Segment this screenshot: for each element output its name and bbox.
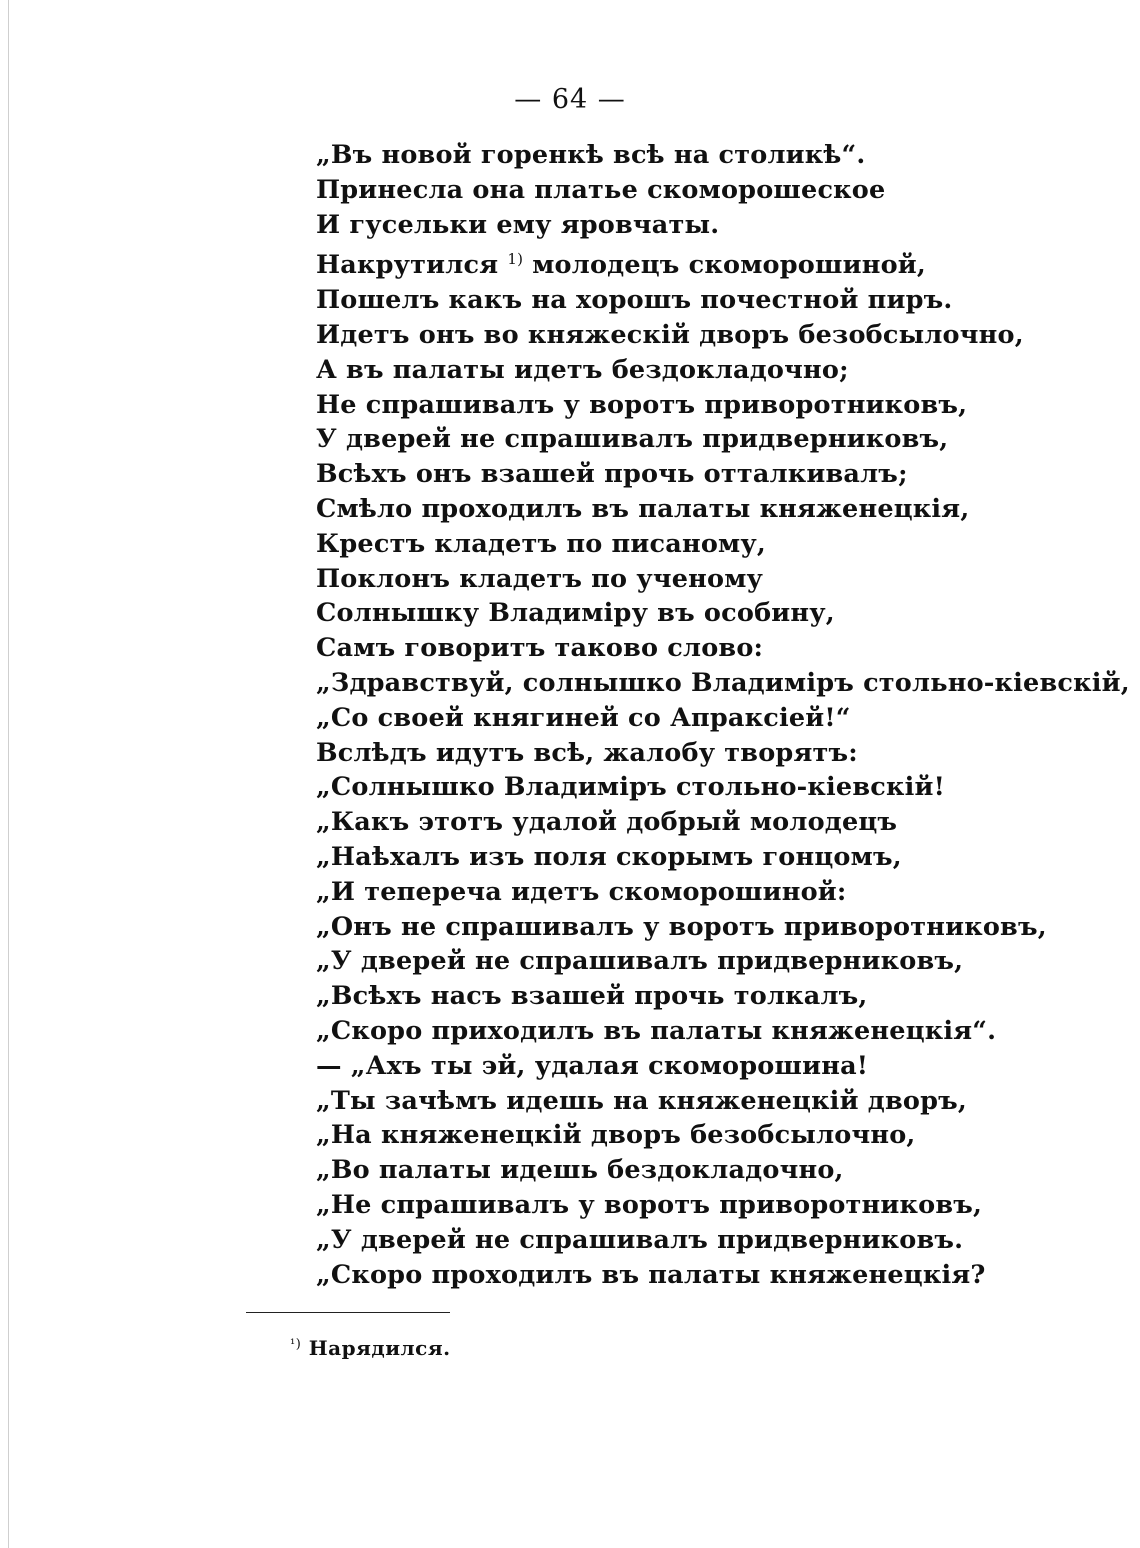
poem-line: „Въ новой горенкѣ всѣ на столикѣ“. bbox=[316, 140, 866, 170]
poem-line: „Ты зачѣмъ идешь на княженецкій дворъ, bbox=[316, 1085, 967, 1116]
poem-line: „Солнышко Владиміръ стольно-кіевскій! bbox=[316, 772, 946, 803]
poem-line: И гусельки ему яровчаты. bbox=[316, 209, 720, 240]
poem-line: „Онъ не спрашивалъ у воротъ приворотниковъ, bbox=[316, 911, 1047, 942]
poem-line: Пошелъ какъ на хорошъ почестной пиръ. bbox=[316, 285, 953, 316]
poem-line: „Здравствуй, солнышко Владиміръ стольно-кіевскій, bbox=[316, 667, 1130, 698]
footnote bbox=[290, 1336, 451, 1360]
poem-line: А въ палаты идетъ бездокладочно; bbox=[316, 354, 849, 385]
poem-line: „Всѣхъ насъ взашей прочь толкалъ, bbox=[316, 981, 868, 1012]
poem-line: „Не спрашивалъ у воротъ приворотниковъ, bbox=[316, 1189, 983, 1220]
poem-line: Крестъ кладетъ по писаному, bbox=[316, 528, 766, 559]
poem-line-with-footnote bbox=[316, 242, 1130, 283]
poem-line-end: молодецъ скоморошиной, bbox=[532, 250, 926, 281]
poem-text bbox=[316, 138, 1130, 1292]
poem-line: „Скоро проходилъ въ палаты княженецкія? bbox=[316, 1259, 986, 1290]
poem-line: У дверей не спрашивалъ придверниковъ, bbox=[316, 424, 949, 455]
poem-line: Солнышку Владиміру въ особину, bbox=[316, 598, 835, 629]
footnote-text: Нарядился. bbox=[308, 1336, 451, 1360]
poem-line: „Наѣхалъ изъ поля скорымъ гонцомъ, bbox=[316, 841, 902, 872]
footnote-reference: 1) bbox=[507, 250, 524, 269]
poem-line: Идетъ онъ во княжескій дворъ безобсылочно, bbox=[316, 319, 1024, 350]
poem-line: „Со своей княгиней со Апраксіей!“ bbox=[316, 702, 851, 733]
poem-line: „И тепереча идетъ скоморошиной: bbox=[316, 876, 847, 907]
poem-line: Поклонъ кладетъ по ученому bbox=[316, 563, 764, 594]
footnote-separator bbox=[246, 1312, 450, 1313]
poem-line: Всѣхъ онъ взашей прочь отталкивалъ; bbox=[316, 459, 908, 490]
poem-line: „Скоро приходилъ въ палаты княженецкія“. bbox=[316, 1015, 997, 1046]
poem-line: Не спрашивалъ у воротъ приворотниковъ, bbox=[316, 389, 968, 420]
poem-line: Вслѣдъ идутъ всѣ, жалобу творятъ: bbox=[316, 737, 858, 768]
poem-line: „Во палаты идешь бездокладочно, bbox=[316, 1155, 844, 1186]
poem-line: Смѣло проходилъ въ палаты княженецкія, bbox=[316, 493, 970, 524]
poem-line: Самъ говоритъ таково слово: bbox=[316, 633, 764, 664]
poem-line: „У дверей не спрашивалъ придверниковъ. bbox=[316, 1224, 964, 1255]
poem-line: — „Ахъ ты эй, удалая скоморошина! bbox=[316, 1050, 869, 1081]
footnote-marker: ¹) bbox=[290, 1337, 302, 1352]
poem-line: „Какъ этотъ удалой добрый молодецъ bbox=[316, 807, 898, 838]
page-edge-line bbox=[8, 0, 9, 1548]
poem-line: „На княженецкій дворъ безобсылочно, bbox=[316, 1120, 916, 1151]
poem-line: Принесла она платье скоморошеское bbox=[316, 174, 886, 205]
poem-line-start: Накрутился bbox=[316, 250, 499, 281]
page-number: — 64 — bbox=[514, 84, 626, 115]
poem-line: „У дверей не спрашивалъ придверниковъ, bbox=[316, 946, 964, 977]
